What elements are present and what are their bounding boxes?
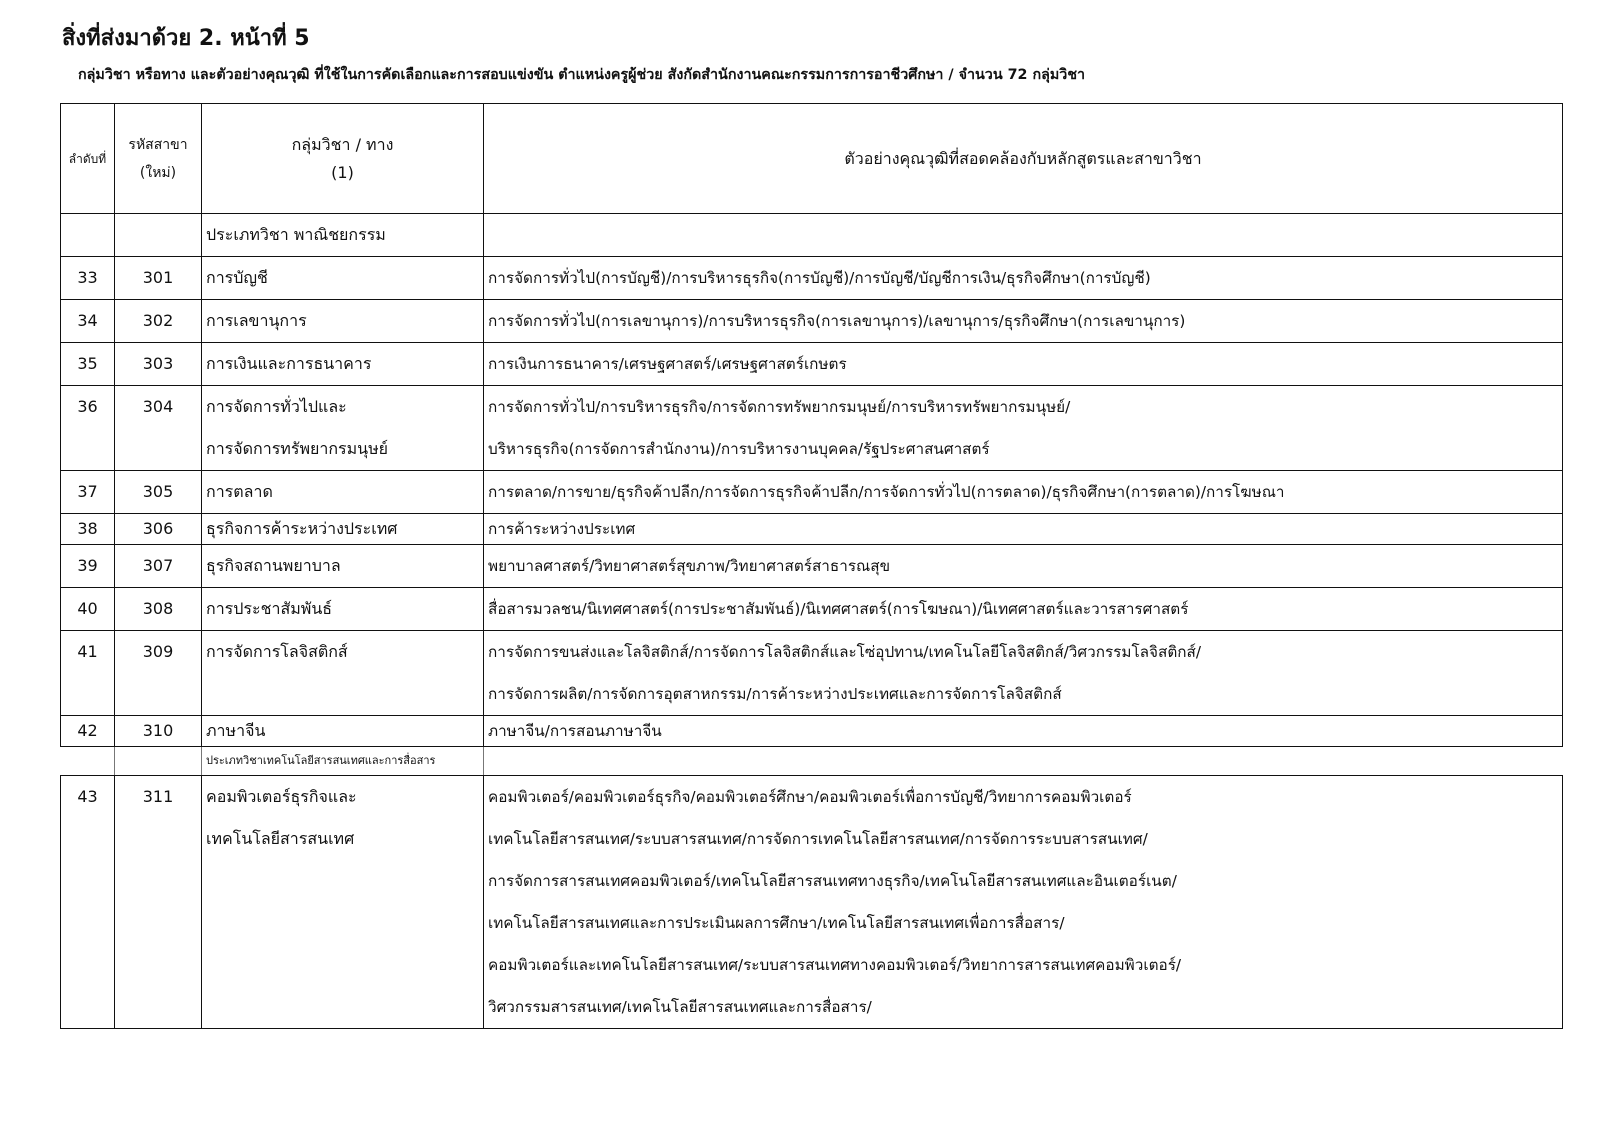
group-line: การเลขานุการ <box>206 311 307 330</box>
col-header-group <box>202 104 484 214</box>
row-no: 35 <box>61 343 115 386</box>
row-group <box>202 257 484 300</box>
col-header-code <box>115 104 202 214</box>
row-code: 301 <box>115 257 202 300</box>
col-header-group-line2: (1) <box>331 162 354 182</box>
row-no: 38 <box>61 514 115 545</box>
table-row <box>61 776 1563 1029</box>
group-line: การเงินและการธนาคาร <box>206 354 372 373</box>
row-no: 36 <box>61 386 115 471</box>
qual-line: การจัดการสารสนเทศคอมพิวเตอร์/เทคโนโลยีสารสนเทศทางธุรกิจ/เทคโนโลยีสารสนเทศและอินเตอร์เนต/ <box>488 872 1177 890</box>
row-qualifications <box>484 257 1563 300</box>
qual-line: เทคโนโลยีสารสนเทศและการประเมินผลการศึกษา/เทคโนโลยีสารสนเทศเพื่อการสื่อสาร/ <box>488 914 1065 932</box>
qual-line: วิศวกรรมสารสนเทศ/เทคโนโลยีสารสนเทศและการสื่อสาร/ <box>488 998 872 1016</box>
group-line: คอมพิวเตอร์ธุรกิจและ <box>206 787 357 806</box>
row-no: 42 <box>61 716 115 747</box>
row-code: 302 <box>115 300 202 343</box>
row-code: 310 <box>115 716 202 747</box>
group-line: การจัดการทรัพยากรมนุษย์ <box>206 439 389 458</box>
empty-cell <box>115 747 202 776</box>
row-qualifications <box>484 545 1563 588</box>
col-header-code-line2: (ใหม่) <box>139 164 177 181</box>
col-header-qualifications: ตัวอย่างคุณวุฒิที่สอดคล้องกับหลักสูตรและสาขาวิชา <box>484 104 1563 214</box>
table-row <box>61 545 1563 588</box>
section-title-ict: ประเภทวิชาเทคโนโลยีสารสนเทศและการสื่อสาร <box>202 747 484 776</box>
row-code: 306 <box>115 514 202 545</box>
section-title-commerce: ประเภทวิชา พาณิชยกรรม <box>202 214 484 257</box>
group-line: เทคโนโลยีสารสนเทศ <box>206 829 355 848</box>
qual-line: บริหารธุรกิจ(การจัดการสำนักงาน)/การบริหารงานบุคคล/รัฐประศาสนศาสตร์ <box>488 440 990 458</box>
qual-line: การจัดการทั่วไป(การบัญชี)/การบริหารธุรกิจ(การบัญชี)/การบัญชี/บัญชีการเงิน/ธุรกิจศึกษา(การบัญชี) <box>488 269 1151 287</box>
group-line: การจัดการทั่วไปและ <box>206 397 347 416</box>
col-header-code-line1: รหัสสาขา <box>128 136 188 153</box>
group-line: ภาษาจีน <box>206 721 266 740</box>
page-heading: สิ่งที่ส่งมาด้วย 2. หน้าที่ 5 <box>62 26 310 51</box>
row-no: 34 <box>61 300 115 343</box>
qual-line: การจัดการผลิต/การจัดการอุตสาหกรรม/การค้าระหว่างประเทศและการจัดการโลจิสติกส์ <box>488 685 1062 703</box>
table-row <box>61 386 1563 471</box>
table-header-row <box>61 104 1563 214</box>
table-row <box>61 343 1563 386</box>
col-header-group-line1: กลุ่มวิชา / ทาง <box>291 134 394 154</box>
qual-line: คอมพิวเตอร์และเทคโนโลยีสารสนเทศ/ระบบสารสนเทศทางคอมพิวเตอร์/วิทยาการสารสนเทศคอมพิวเตอร์/ <box>488 956 1182 974</box>
group-line: การประชาสัมพันธ์ <box>206 599 333 618</box>
row-qualifications <box>484 631 1563 716</box>
qual-line: พยาบาลศาสตร์/วิทยาศาสตร์สุขภาพ/วิทยาศาสตร์สาธารณสุข <box>488 557 891 575</box>
row-code: 308 <box>115 588 202 631</box>
table-row <box>61 257 1563 300</box>
row-group <box>202 588 484 631</box>
row-group <box>202 514 484 545</box>
group-line: ธุรกิจสถานพยาบาล <box>206 556 341 575</box>
empty-cell <box>484 747 1563 776</box>
row-code: 307 <box>115 545 202 588</box>
group-line: การจัดการโลจิสติกส์ <box>206 642 348 661</box>
row-no: 43 <box>61 776 115 1029</box>
table-row <box>61 471 1563 514</box>
row-group <box>202 631 484 716</box>
qualifications-table <box>60 103 1563 1029</box>
qual-line: การจัดการทั่วไป/การบริหารธุรกิจ/การจัดการทรัพยากรมนุษย์/การบริหารทรัพยากรมนุษย์/ <box>488 398 1071 416</box>
empty-cell <box>115 214 202 257</box>
empty-cell <box>61 747 115 776</box>
group-line: ธุรกิจการค้าระหว่างประเทศ <box>206 519 398 538</box>
row-group <box>202 471 484 514</box>
row-qualifications <box>484 588 1563 631</box>
empty-cell <box>61 214 115 257</box>
row-no: 33 <box>61 257 115 300</box>
qual-line: สื่อสารมวลชน/นิเทศศาสตร์(การประชาสัมพันธ์)/นิเทศศาสตร์(การโฆษณา)/นิเทศศาสตร์และวารสารศาสตร์ <box>488 600 1189 618</box>
col-header-no: ลำดับที่ <box>61 104 115 214</box>
row-no: 41 <box>61 631 115 716</box>
row-qualifications <box>484 716 1563 747</box>
row-qualifications <box>484 471 1563 514</box>
qual-line: เทคโนโลยีสารสนเทศ/ระบบสารสนเทศ/การจัดการเทคโนโลยีสารสนเทศ/การจัดการระบบสารสนเทศ/ <box>488 830 1148 848</box>
qual-line: การเงินการธนาคาร/เศรษฐศาสตร์/เศรษฐศาสตร์เกษตร <box>488 355 847 373</box>
table-row <box>61 588 1563 631</box>
row-group <box>202 545 484 588</box>
row-no: 40 <box>61 588 115 631</box>
row-no: 37 <box>61 471 115 514</box>
row-qualifications <box>484 300 1563 343</box>
group-line: การบัญชี <box>206 268 268 287</box>
qual-line: ภาษาจีน/การสอนภาษาจีน <box>488 722 662 740</box>
row-code: 311 <box>115 776 202 1029</box>
row-group <box>202 386 484 471</box>
row-code: 305 <box>115 471 202 514</box>
row-group <box>202 716 484 747</box>
section-row-commerce <box>61 214 1563 257</box>
qual-line: การค้าระหว่างประเทศ <box>488 520 636 538</box>
row-qualifications <box>484 776 1563 1029</box>
row-qualifications <box>484 343 1563 386</box>
row-group <box>202 300 484 343</box>
table-row <box>61 631 1563 716</box>
row-qualifications <box>484 386 1563 471</box>
page-subtitle: กลุ่มวิชา หรือทาง และตัวอย่างคุณวุฒิ ที่ใช้ในการคัดเลือกและการสอบแข่งขัน ตำแหน่งครูผู้ช่วย สังกัดสำนักงานคณะกรรมการการอาชีวศึกษา / จำนวน 72 กลุ่มวิชา <box>78 67 1086 83</box>
qual-line: การจัดการขนส่งและโลจิสติกส์/การจัดการโลจิสติกส์และโซ่อุปทาน/เทคโนโลยีโลจิสติกส์/วิศวกรรมโลจิสติกส์/ <box>488 643 1202 661</box>
empty-cell <box>484 214 1563 257</box>
table-row <box>61 716 1563 747</box>
row-no: 39 <box>61 545 115 588</box>
row-code: 309 <box>115 631 202 716</box>
section-row-ict <box>61 747 1563 776</box>
group-line: การตลาด <box>206 482 273 501</box>
table-row <box>61 300 1563 343</box>
qual-line: การตลาด/การขาย/ธุรกิจค้าปลีก/การจัดการธุรกิจค้าปลีก/การจัดการทั่วไป(การตลาด)/ธุรกิจศึกษา(การตลาด)/การโฆษณา <box>488 483 1285 501</box>
row-group <box>202 776 484 1029</box>
row-code: 303 <box>115 343 202 386</box>
row-code: 304 <box>115 386 202 471</box>
table-row <box>61 514 1563 545</box>
qual-line: คอมพิวเตอร์/คอมพิวเตอร์ธุรกิจ/คอมพิวเตอร์ศึกษา/คอมพิวเตอร์เพื่อการบัญชี/วิทยาการคอมพิวเตอร์ <box>488 788 1132 806</box>
row-group <box>202 343 484 386</box>
qual-line: การจัดการทั่วไป(การเลขานุการ)/การบริหารธุรกิจ(การเลขานุการ)/เลขานุการ/ธุรกิจศึกษา(การเลขานุการ) <box>488 312 1186 330</box>
row-qualifications <box>484 514 1563 545</box>
